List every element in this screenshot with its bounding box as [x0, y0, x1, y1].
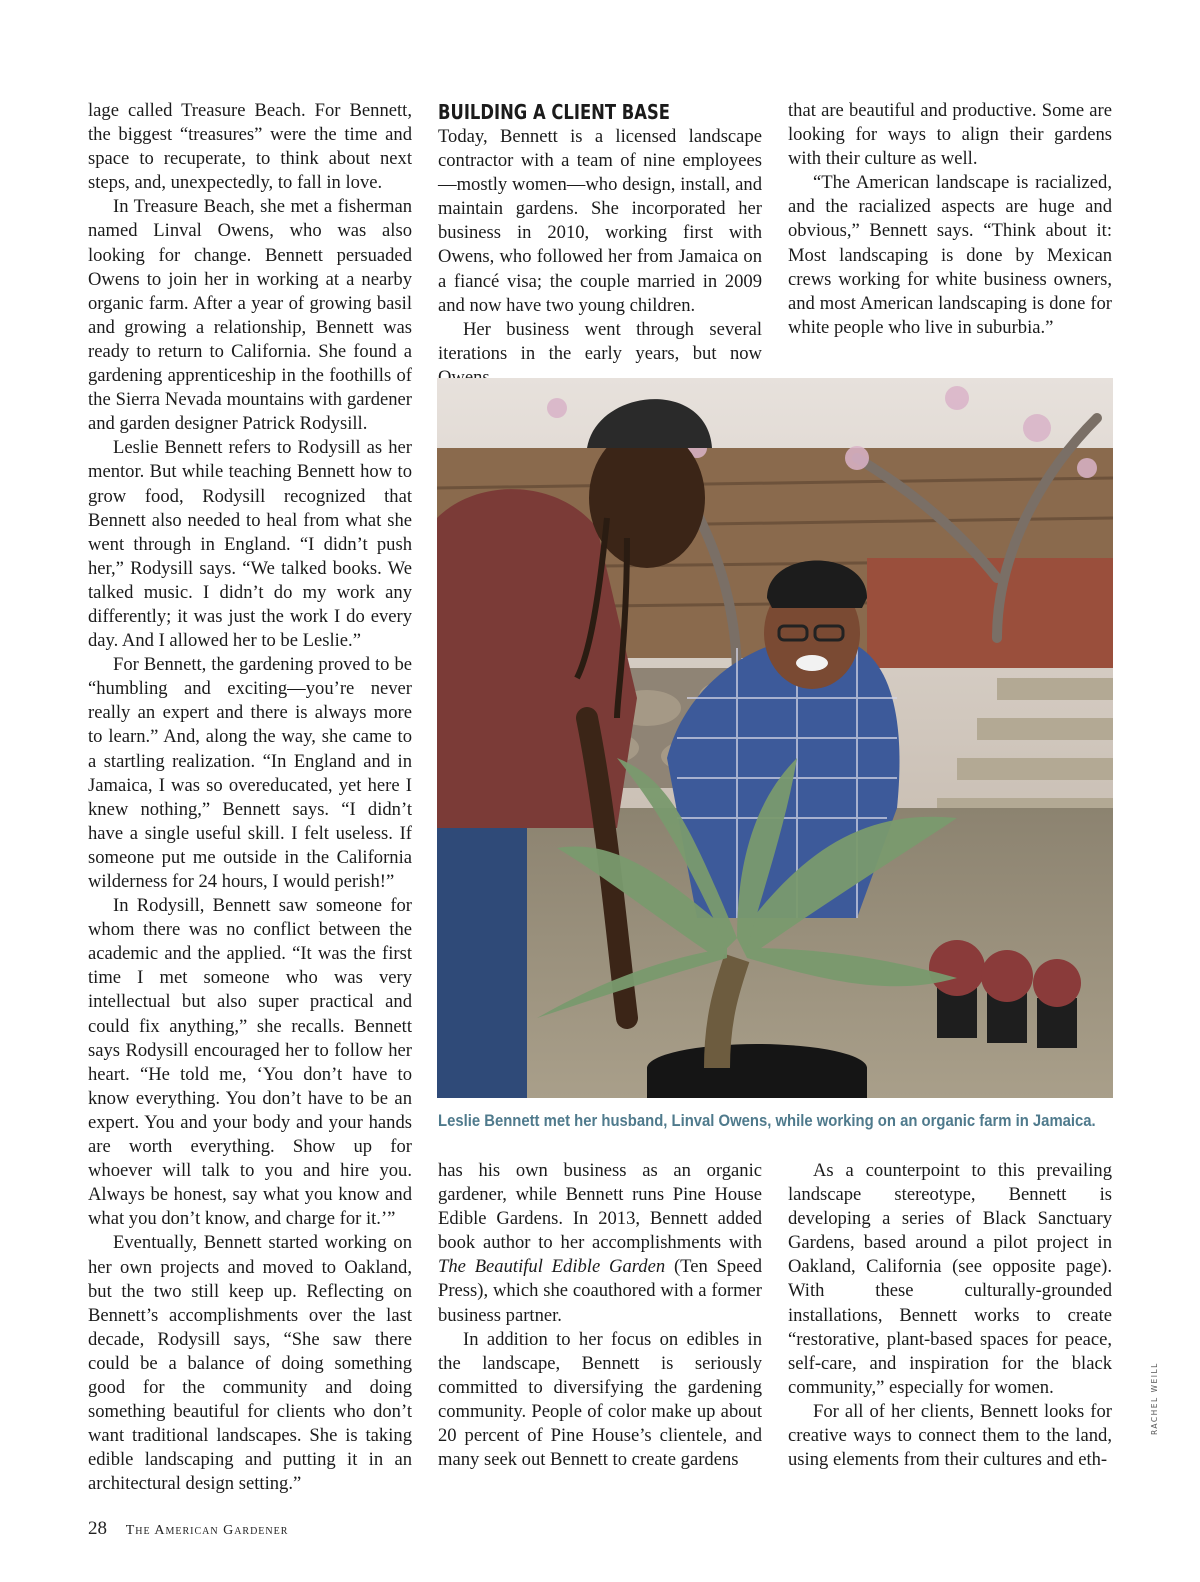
page-number: 28 — [88, 1518, 107, 1539]
paragraph: that are beautiful and productive. Some are looking for ways to align their gardens with their culture as well. — [788, 100, 1112, 170]
paragraph: Her business went through several iterations in the early years, but now — [438, 318, 762, 364]
paragraph: In Treasure Beach, she met a fisherman named Linval Owens, who was also looking for change. Bennett persuaded Owens to join her in working at a nearby organic farm. After a year of growing basil and growing a relationship, Bennett was ready to return to California. She found a gardening apprenticeship in the foothills of the Sierra Nevada mountains with gardener and garden designer Patrick Rodysill. — [88, 196, 412, 435]
page-footer — [88, 1518, 288, 1540]
article-column-2-bottom — [438, 1159, 762, 1472]
paragraph: In Rodysill, Bennett saw someone for whom there was no conflict between the academic and the applied. “It was the first time I met someone who was very intellectual but also super practical and could fix anything,” she recalls. Bennett says Rodysill encouraged her to follow her heart. “He told me, ‘You don’t have to know everything. You don’t have to be an expert. You and your body and your hands are worth everything. Show up for whoever will talk to you and hire you. Always be honest, say what you know and what you don’t know, and charge for it.’” — [88, 895, 412, 1230]
paragraph: As a counterpoint to this prevailing landscape stereotype, Bennett is developing a series of Black Sanctuary Gardens, based around a pilot project in Oakland, California (see opposite page). With these culturally-grounded installations, Bennett works to create “restorative, plant-based spaces for peace, self-care, and inspiration for the black community,” especially for women. — [788, 1160, 1112, 1398]
paragraph: Today, Bennett is a licensed landscape contractor with a team of nine employees—mostly women—who design, install, and maintain gardens. She incorporated her business in 2010, working first with Owens, who followed her from Jamaica on a fiancé visa; the couple married in 2009 and now have two young children. — [438, 126, 762, 316]
paragraph: In addition to her focus on edibles in the landscape, Bennett is seriously committed to diversifying the gardening community. People of color make up about 20 percent of Pine House’s clientele, and many seek out Bennett to create gardens — [438, 1328, 762, 1471]
magazine-name: The American Gardener — [125, 1523, 289, 1538]
article-column-1 — [88, 99, 412, 1496]
paragraph: For Bennett, the gardening proved to be “humbling and exciting—you’re never really an expert and there is always more to learn.” And, along the way, she came to a startling realization. “In England and in Jamaica, I was so overeducated, yet here I knew nothing,” Bennett says. “I didn’t have a single useful skill. I felt useless. If someone put me outside in the California wilderness for 24 hours, I would perish!” — [88, 654, 412, 892]
paragraph: lage called Treasure Beach. For Bennett, the biggest “treasures” were the time and space to recuperate, to think about next steps, and, unexpectedly, to fall in love. — [88, 100, 412, 194]
article-column-3-bottom — [788, 1159, 1112, 1472]
paragraph: “The American landscape is racialized, and the racialized aspects are huge and obvious,” Bennett says. “Think about it: Most landscaping is done by Mexican crews working for white business owners, and most American landscaping is done for white people who live in suburbia.” — [788, 172, 1112, 338]
photo-caption: Leslie Bennett met her husband, Linval Owens, while working on an organic farm in Jamaica. — [438, 1112, 1096, 1130]
section-heading: BUILDING A CLIENT BASE — [438, 100, 671, 124]
text-run: (Ten Speed Press), which she coauthored with a former business partner. — [438, 1256, 762, 1326]
garden-photo — [437, 378, 1113, 1098]
book-title: The Beautiful Edible Garden — [438, 1256, 666, 1278]
article-column-3-top — [788, 99, 1112, 340]
article-column-2-top — [438, 99, 762, 390]
photo-credit: RACHEL WEILL — [1150, 1362, 1159, 1435]
text-run: has his own business as an organic gardener, while Bennett runs Pine House Edible Gardens. In 2013, Bennett added book author to her accomplishments with — [438, 1160, 762, 1254]
paragraph: Eventually, Bennett started working on her own projects and moved to Oakland, but the two still keep up. Reflecting on Bennett’s accomplishments over the last decade, Rodysill says, “She saw there could be a balance of doing something good for the community and doing something beautiful for clients who don’t want traditional landscapes. She is taking edible landscaping and putting it in an architectural design setting.” — [88, 1232, 412, 1495]
paragraph: Leslie Bennett refers to Rodysill as her mentor. But while teaching Bennett how to grow food, Rodysill recognized that Bennett also needed to heal from what she went through in England. “I didn’t push her,” Rodysill says. “We talked books. We talked music. I didn’t do my work any differently; it was just the work I do every day. And I allowed her to be Leslie.” — [88, 437, 412, 652]
paragraph: For all of her clients, Bennett looks for creative ways to connect them to the land, using elements from their cultures and eth- — [788, 1400, 1112, 1471]
paragraph — [438, 1159, 762, 1328]
